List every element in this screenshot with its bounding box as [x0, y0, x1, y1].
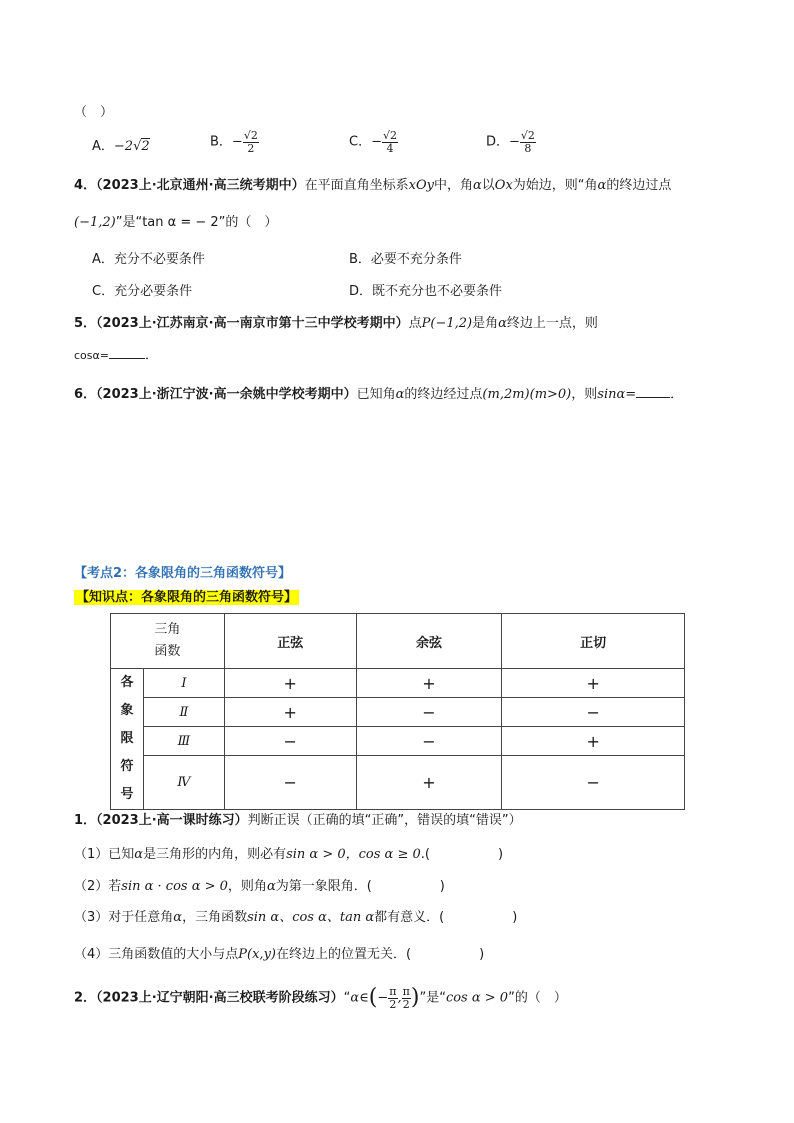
answer-blank[interactable] [636, 384, 670, 398]
question-answer-paren: （ ） [74, 105, 114, 120]
q3-option-a [92, 138, 150, 156]
sign-cell: − [224, 727, 356, 756]
question-number: 4． [74, 178, 97, 193]
q4-option-c: C．充分必要条件 [92, 284, 193, 299]
sign-cell: + [356, 669, 502, 698]
quadrant-label: Ⅱ [143, 698, 224, 727]
question-source: （2023上·浙江宁波·高一余姚中学校考期中） [96, 387, 357, 402]
p1-header: 1．（2023上·高一课时练习）判断正误（正确的填“正确”，错误的填“错误”） [74, 813, 522, 828]
table-header-tan: 正切 [502, 614, 685, 669]
sign-cell: − [356, 727, 502, 756]
q4-line2: (−1,2)”是“tan α = − 2”的（ ） [74, 215, 278, 230]
question-source: （2023上·北京通州·高三统考期中） [96, 178, 305, 193]
option-label: A． [92, 139, 114, 154]
p1-item-4: （4）三角函数值的大小与点P(x,y)在终边上的位置无关．( ) [74, 947, 485, 962]
table-side-label: 各 象 限 符 号 [111, 669, 144, 810]
quadrant-label: Ⅰ [143, 669, 224, 698]
knowledge-point-heading: 【知识点：各象限角的三角函数符号】 [76, 590, 298, 605]
question-number: 2． [74, 990, 97, 1006]
q3-option-c: C．− $\frac{√2}{4}$ [349, 129, 397, 155]
p1-item-1: （1）已知α是三角形的内角，则必有sin α > 0，cos α ≥ 0.( ) [74, 847, 504, 862]
point: (−1,2) [74, 215, 116, 230]
quadrant-sign-table [110, 613, 685, 810]
sign-cell: + [502, 669, 685, 698]
p1-item-2: （2）若sin α · cos α > 0，则角α为第一象限角．( ) [74, 879, 445, 894]
question-source: （2023上·辽宁朝阳·高三校联考阶段练习） [96, 990, 344, 1006]
option-label: B． [210, 134, 232, 150]
option-label: C． [349, 134, 372, 150]
q3-option-d: D．− $\frac{√2}{8}$ [486, 129, 535, 155]
sign-cell: − [502, 698, 685, 727]
option-value: −2√2 [113, 139, 150, 154]
sign-cell: + [356, 756, 502, 810]
table-corner-header: 三角 函数 [111, 614, 225, 669]
q4-option-d: D．既不充分也不必要条件 [349, 284, 503, 299]
q4-option-b: B．必要不充分条件 [349, 252, 462, 267]
option-label: D． [486, 134, 510, 150]
table-header-sin: 正弦 [224, 614, 356, 669]
fraction: $\frac{\pi}{2}$ [402, 984, 410, 1011]
question-number: 1． [74, 813, 97, 828]
option-fraction: $\frac{√2}{2}$ [243, 129, 258, 155]
section-heading: 【考点2：各象限角的三角函数符号】 [74, 566, 292, 581]
quadrant-label: Ⅲ [143, 727, 224, 756]
sign-cell: + [224, 698, 356, 727]
sign-cell: + [224, 669, 356, 698]
table-header-cos: 余弦 [356, 614, 502, 669]
question-source: （2023上·高一课时练习） [96, 813, 248, 828]
sign-cell: − [224, 756, 356, 810]
quadrant-label: Ⅳ [143, 756, 224, 810]
fraction: $\frac{\pi}{2}$ [389, 984, 397, 1011]
option-fraction: $\frac{√2}{8}$ [520, 129, 535, 155]
p1-item-3: （3）对于任意角α，三角函数sin α、cos α、tan α都有意义．( ) [74, 910, 518, 925]
q3-option-b: B．− $\frac{√2}{2}$ [210, 129, 258, 155]
q5-line2: cosα= ． [74, 345, 158, 365]
sign-cell: − [356, 698, 502, 727]
q6-line: 6．（2023上·浙江宁波·高一余姚中学校考期中）已知角α的终边经过点(m,2m)(m>0)，则sinα= ． [74, 384, 683, 404]
sign-cell: − [502, 756, 685, 810]
sign-cell: + [502, 727, 685, 756]
question-source: （2023上·江苏南京·高一南京市第十三中学校考期中） [96, 316, 409, 331]
question-number: 5． [74, 316, 97, 331]
p2-line: 2．（2023上·辽宁朝阳·高三校联考阶段练习）“α∈(− $\frac{\pi}{2}$ , $\frac{\pi}{2}$ )”是“cos α > 0”的（ ） [74, 984, 567, 1011]
option-fraction: $\frac{√2}{4}$ [382, 129, 397, 155]
q5-line1: 5．（2023上·江苏南京·高一南京市第十三中学校考期中）点P(−1,2)是角α终边上一点，则 [74, 316, 598, 331]
q4-line1: 4．（2023上·北京通州·高三统考期中）在平面直角坐标系xOy中，角α以Ox为始边，则“角α的终边过点 [74, 178, 672, 193]
question-number: 6． [74, 387, 97, 402]
answer-blank[interactable] [109, 345, 145, 359]
q4-option-a: A．充分不必要条件 [92, 252, 205, 267]
